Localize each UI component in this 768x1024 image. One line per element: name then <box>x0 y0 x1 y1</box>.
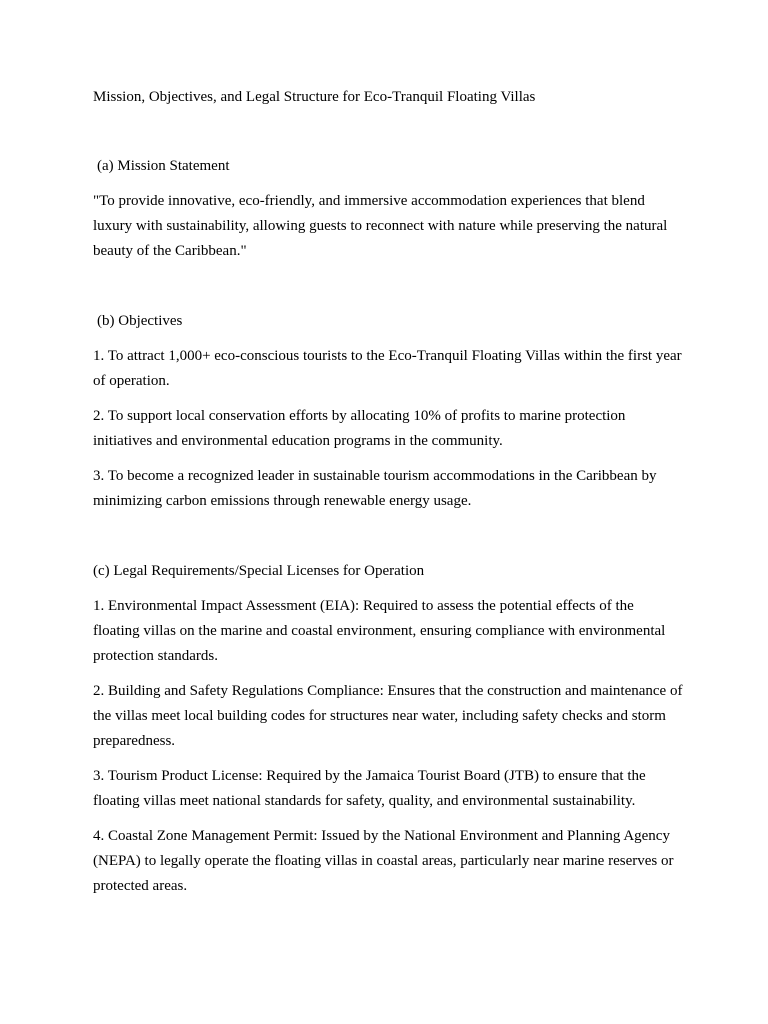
objective-item-2: 2. To support local conservation efforts by allocating 10% of profits to marine protection initiatives and environmental education programs in the community. <box>93 408 626 449</box>
section-spacer <box>93 274 683 309</box>
legal-item-1: 1. Environmental Impact Assessment (EIA): Required to assess the potential effects of the floating villas on the marine and coastal environment, ensuring compliance with environmental protection standards. <box>93 598 666 664</box>
mission-statement: "To provide innovative, eco-friendly, and immersive accommodation experiences that blend luxury with sustainability, allowing guests to reconnect with nature while preserving the natural beauty of the Caribbean." <box>93 193 668 259</box>
objectives-heading: (b) Objectives <box>97 313 183 329</box>
objective-item-1: 1. To attract 1,000+ eco-conscious tourists to the Eco-Tranquil Floating Villas within the first year of operation. <box>93 348 682 389</box>
document-page <box>93 85 683 909</box>
legal-item-2: 2. Building and Safety Regulations Compliance: Ensures that the construction and maintenance of the villas meet local building codes for structures near water, including safety checks and storm preparedness. <box>93 683 683 749</box>
legal-heading: (c) Legal Requirements/Special Licenses for Operation <box>93 563 425 579</box>
legal-item-3: 3. Tourism Product License: Required by the Jamaica Tourist Board (JTB) to ensure that the floating villas meet national standards for safety, quality, and environmental sustainability. <box>93 768 646 809</box>
mission-heading: (a) Mission Statement <box>97 158 230 174</box>
objective-item-3: 3. To become a recognized leader in sustainable tourism accommodations in the Caribbean by minimizing carbon emissions through renewable energy usage. <box>93 468 657 509</box>
legal-item-4: 4. Coastal Zone Management Permit: Issued by the National Environment and Planning Agency (NEPA) to legally operate the floating villas in coastal areas, particularly near marine reserves or protected areas. <box>93 828 674 894</box>
section-spacer <box>93 524 683 559</box>
document-title: Mission, Objectives, and Legal Structure for Eco-Tranquil Floating Villas <box>93 89 536 105</box>
